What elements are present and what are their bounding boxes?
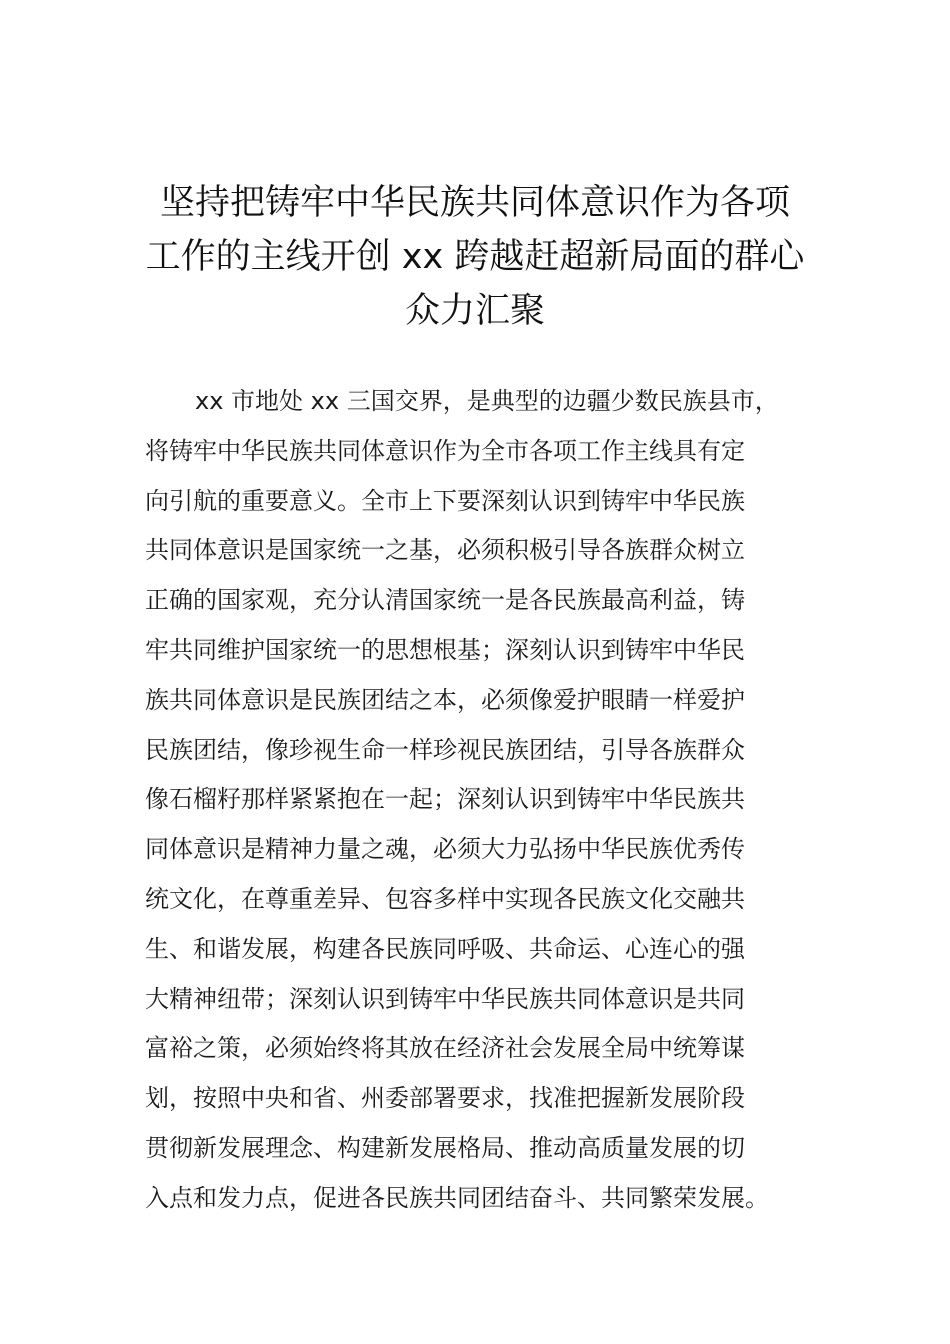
paragraph-line: 生、和谐发展，构建各民族同呼吸、共命运、心连心的强 (145, 934, 745, 963)
document-title (130, 176, 820, 338)
paragraph-line: 入点和发力点，促进各民族共同团结奋斗、共同繁荣发展。 (145, 1183, 769, 1212)
body-paragraph (145, 377, 815, 1224)
paragraph-line: 将铸牢中华民族共同体意识作为全市各项工作主线具有定 (145, 436, 745, 465)
paragraph-line: 正确的国家观，充分认清国家统一是各民族最高利益，铸 (145, 586, 745, 615)
paragraph-line: 贯彻新发展理念、构建新发展格局、推动高质量发展的切 (145, 1133, 745, 1162)
paragraph-line: xx 市地处 xx 三国交界，是典型的边疆少数民族县市， (195, 387, 779, 415)
paragraph-line: 像石榴籽那样紧紧抱在一起；深刻认识到铸牢中华民族共 (145, 785, 745, 814)
paragraph-line: 同体意识是精神力量之魂，必须大力弘扬中华民族优秀传 (145, 835, 745, 864)
paragraph-line: 统文化，在尊重差异、包容多样中实现各民族文化交融共 (145, 884, 745, 913)
paragraph-line: 族共同体意识是民族团结之本，必须像爱护眼睛一样爱护 (145, 685, 745, 714)
paragraph-line: 富裕之策，必须始终将其放在经济社会发展全局中统筹谋 (145, 1034, 745, 1063)
paragraph-line: 共同体意识是国家统一之基，必须积极引导各族群众树立 (145, 536, 745, 565)
paragraph-line: 划，按照中央和省、州委部署要求，找准把握新发展阶段 (145, 1084, 745, 1113)
paragraph-line: 民族团结，像珍视生命一样珍视民族团结，引导各族群众 (145, 735, 745, 764)
title-line: 坚持把铸牢中华民族共同体意识作为各项 (159, 183, 790, 223)
paragraph-line: 向引航的重要意义。全市上下要深刻认识到铸牢中华民族 (145, 486, 745, 515)
title-line: 众力汇聚 (404, 291, 545, 331)
title-line: 工作的主线开创 xx 跨越赶超新局面的群心 (145, 237, 805, 277)
paragraph-line: 大精神纽带；深刻认识到铸牢中华民族共同体意识是共同 (145, 984, 745, 1013)
paragraph-line: 牢共同维护国家统一的思想根基；深刻认识到铸牢中华民 (145, 635, 745, 664)
